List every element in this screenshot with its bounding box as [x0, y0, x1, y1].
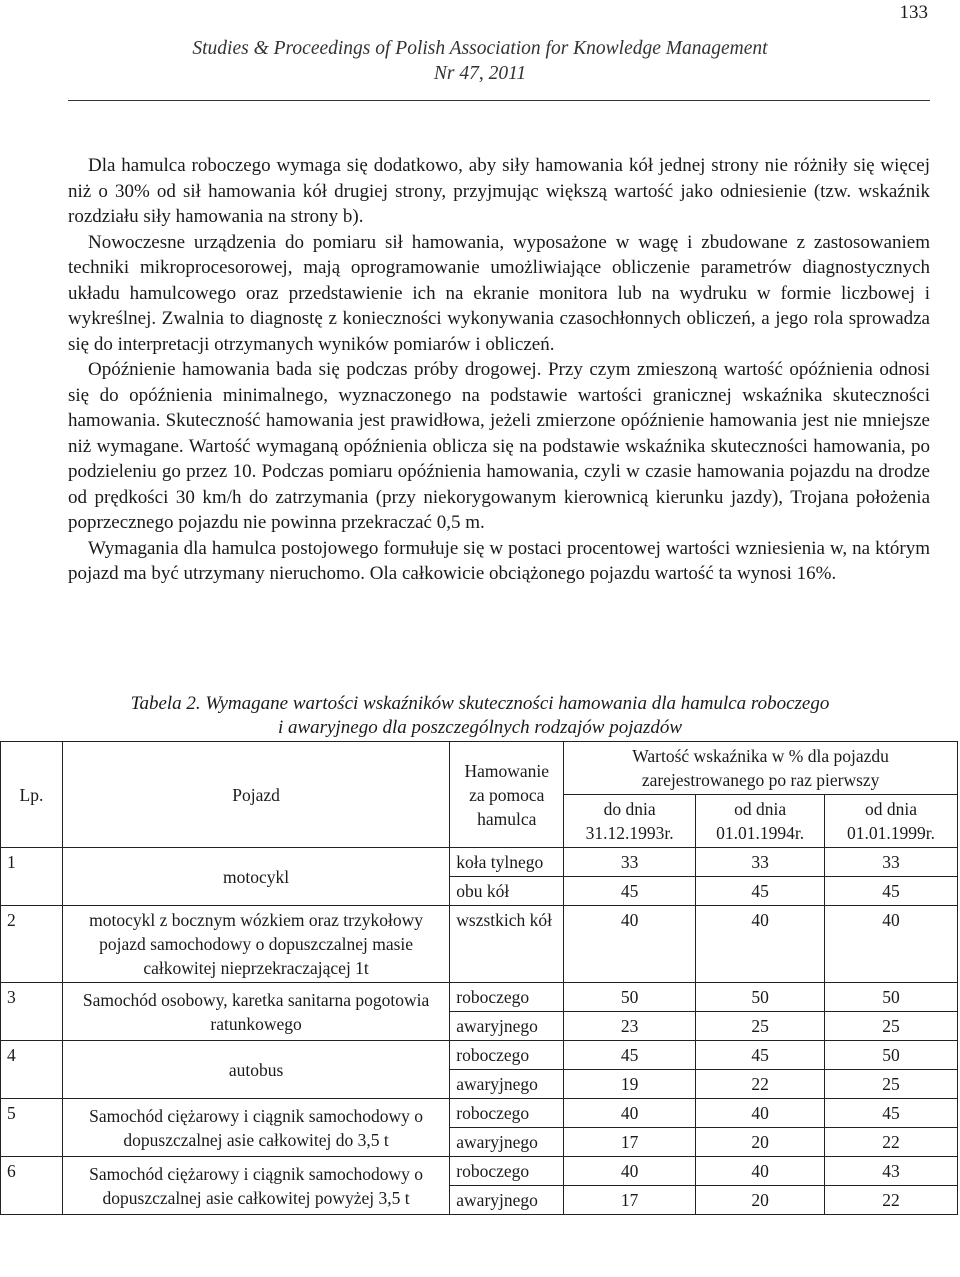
cell-hamowanie: roboczego: [450, 983, 564, 1012]
table-row: [1, 848, 958, 877]
caption-line: i awaryjnego dla poszczególnych rodzajów pojazdów: [277, 717, 683, 738]
cell-lp: 2: [1, 906, 63, 983]
cell-value: 45: [696, 877, 825, 906]
cell-value: 45: [564, 877, 696, 906]
body-text: [68, 153, 930, 587]
cell-hamowanie: roboczego: [450, 1157, 564, 1186]
table-row: [1, 983, 958, 1012]
cell-value: 19: [564, 1070, 696, 1099]
cell-value: 22: [825, 1186, 958, 1215]
cell-lp: 1: [1, 848, 63, 906]
cell-hamowanie: awaryjnego: [450, 1070, 564, 1099]
table-row: [1, 1099, 958, 1128]
cell-value: 40: [825, 906, 958, 983]
cell-value: 25: [825, 1070, 958, 1099]
cell-value: 40: [564, 906, 696, 983]
cell-pojazd: Samochód ciężarowy i ciągnik samochodowy o dopuszczalnej asie całkowitej powyżej 3,5 t: [62, 1157, 449, 1215]
cell-value: 43: [825, 1157, 958, 1186]
cell-value: 22: [825, 1128, 958, 1157]
cell-value: 45: [564, 1041, 696, 1070]
header-rule: [68, 100, 930, 101]
cell-lp: 5: [1, 1099, 63, 1157]
cell-hamowanie: roboczego: [450, 1099, 564, 1128]
paragraph: Opóźnienie hamowania bada się podczas próby drogowej. Przy czym zmieszoną wartość opóźnienia odnosi się do opóźnienia minimalnego, wyznaczonego na podstawie wartości granicznej wskaźnika skuteczności hamowania. Skuteczność hamowania jest prawidłowa, jeżeli zmierzone opóźnienie hamowania jest nie mniejsze niż wymagane. Wartość wymaganą opóźnienia oblicza się na podstawie wskaźnika skuteczności hamowania, po podzieleniu go przez 10. Podczas pomiaru opóźnienia hamowania, czyli w czasie hamowania pojazdu na drodze od prędkości 30 km/h do zatrzymania (przy niekorygowanym kierownicą kierunku jazdy), Trojana położenia poprzecznego pojazdu nie powinna przekraczać 0,5 m.: [68, 359, 930, 533]
cell-value: 25: [696, 1012, 825, 1041]
table-caption: [0, 692, 960, 740]
cell-value: 17: [564, 1186, 696, 1215]
cell-value: 50: [696, 983, 825, 1012]
cell-pojazd: Samochód ciężarowy i ciągnik samochodowy o dopuszczalnej asie całkowitej do 3,5 t: [62, 1099, 449, 1157]
cell-pojazd: autobus: [62, 1041, 449, 1099]
journal-issue: Nr 47, 2011: [433, 63, 527, 84]
table-row: [1, 1157, 958, 1186]
cell-value: 40: [696, 1157, 825, 1186]
cell-lp: 4: [1, 1041, 63, 1099]
requirements-table: [0, 741, 958, 1215]
cell-hamowanie: awaryjnego: [450, 1186, 564, 1215]
paragraph: Dla hamulca roboczego wymaga się dodatkowo, aby siły hamowania kół jednej strony nie różniły się więcej niż o 30% od sił hamowania kół drugiej strony, przyjmując większą wartość jako odniesienie (tzw. wskaźnik rozdziału siły hamowania na strony b).: [68, 155, 930, 227]
cell-value: 20: [696, 1186, 825, 1215]
cell-pojazd: motocykl: [62, 848, 449, 906]
cell-hamowanie: roboczego: [450, 1041, 564, 1070]
cell-value: 17: [564, 1128, 696, 1157]
cell-value: 20: [696, 1128, 825, 1157]
cell-value: 33: [696, 848, 825, 877]
cell-value: 45: [825, 877, 958, 906]
caption-line: Tabela 2. Wymagane wartości wskaźników skuteczności hamowania dla hamulca roboczego: [130, 693, 830, 714]
cell-value: 40: [696, 906, 825, 983]
header-date-2: od dnia 01.01.1994r.: [696, 795, 825, 848]
paragraph: Nowoczesne urządzenia do pomiaru sił hamowania, wyposażone w wagę i zbudowane z zastosowaniem techniki mikroprocesorowej, mają oprogramowanie umożliwiające obliczenie parametrów diagnostycznych układu hamulcowego oraz przedstawienie ich na ekranie monitora lub na wydruku w formie liczbowej i wykreślnej. Zwalnia to diagnostę z konieczności wykonywania czasochłonnych obliczeń, a jego rola sprowadza się do interpretacji otrzymanych wyników pomiarów i obliczeń.: [68, 231, 930, 355]
cell-value: 25: [825, 1012, 958, 1041]
header-date-1: do dnia 31.12.1993r.: [564, 795, 696, 848]
table-body: [1, 848, 958, 1215]
cell-value: 50: [825, 983, 958, 1012]
cell-hamowanie: awaryjnego: [450, 1012, 564, 1041]
cell-value: 40: [564, 1099, 696, 1128]
table-row: [1, 1041, 958, 1070]
cell-value: 22: [696, 1070, 825, 1099]
paragraph: Wymagania dla hamulca postojowego formułuje się w postaci procentowej wartości wzniesienia w, na którym pojazd ma być utrzymany nieruchomo. Ola całkowicie obciążonego pojazdu wartość ta wynosi 16%.: [68, 537, 930, 584]
cell-pojazd: motocykl z bocznym wózkiem oraz trzykołowy pojazd samochodowy o dopuszczalnej masie całkowitej nieprzekraczającej 1t: [62, 906, 449, 983]
cell-value: 40: [564, 1157, 696, 1186]
header-group: Wartość wskaźnika w % dla pojazdu zarejestrowanego po raz pierwszy: [564, 742, 958, 795]
cell-hamowanie: awaryjnego: [450, 1128, 564, 1157]
table-row: [1, 906, 958, 983]
cell-value: 33: [825, 848, 958, 877]
cell-value: 45: [696, 1041, 825, 1070]
cell-value: 50: [564, 983, 696, 1012]
cell-value: 45: [825, 1099, 958, 1128]
header-hamowanie: Hamowanie za pomoca hamulca: [450, 742, 564, 848]
cell-value: 33: [564, 848, 696, 877]
cell-hamowanie: koła tylnego: [450, 848, 564, 877]
cell-lp: 6: [1, 1157, 63, 1215]
header-date-3: od dnia 01.01.1999r.: [825, 795, 958, 848]
cell-hamowanie: obu kół: [450, 877, 564, 906]
page-number: 133: [899, 2, 928, 23]
cell-lp: 3: [1, 983, 63, 1041]
cell-value: 50: [825, 1041, 958, 1070]
journal-title: Studies & Proceedings of Polish Association for Knowledge Management: [192, 38, 768, 59]
cell-value: 23: [564, 1012, 696, 1041]
header-lp: Lp.: [1, 742, 63, 848]
cell-pojazd: Samochód osobowy, karetka sanitarna pogotowia ratunkowego: [62, 983, 449, 1041]
header-pojazd: Pojazd: [62, 742, 449, 848]
cell-value: 40: [696, 1099, 825, 1128]
cell-hamowanie: wszstkich kół: [450, 906, 564, 983]
